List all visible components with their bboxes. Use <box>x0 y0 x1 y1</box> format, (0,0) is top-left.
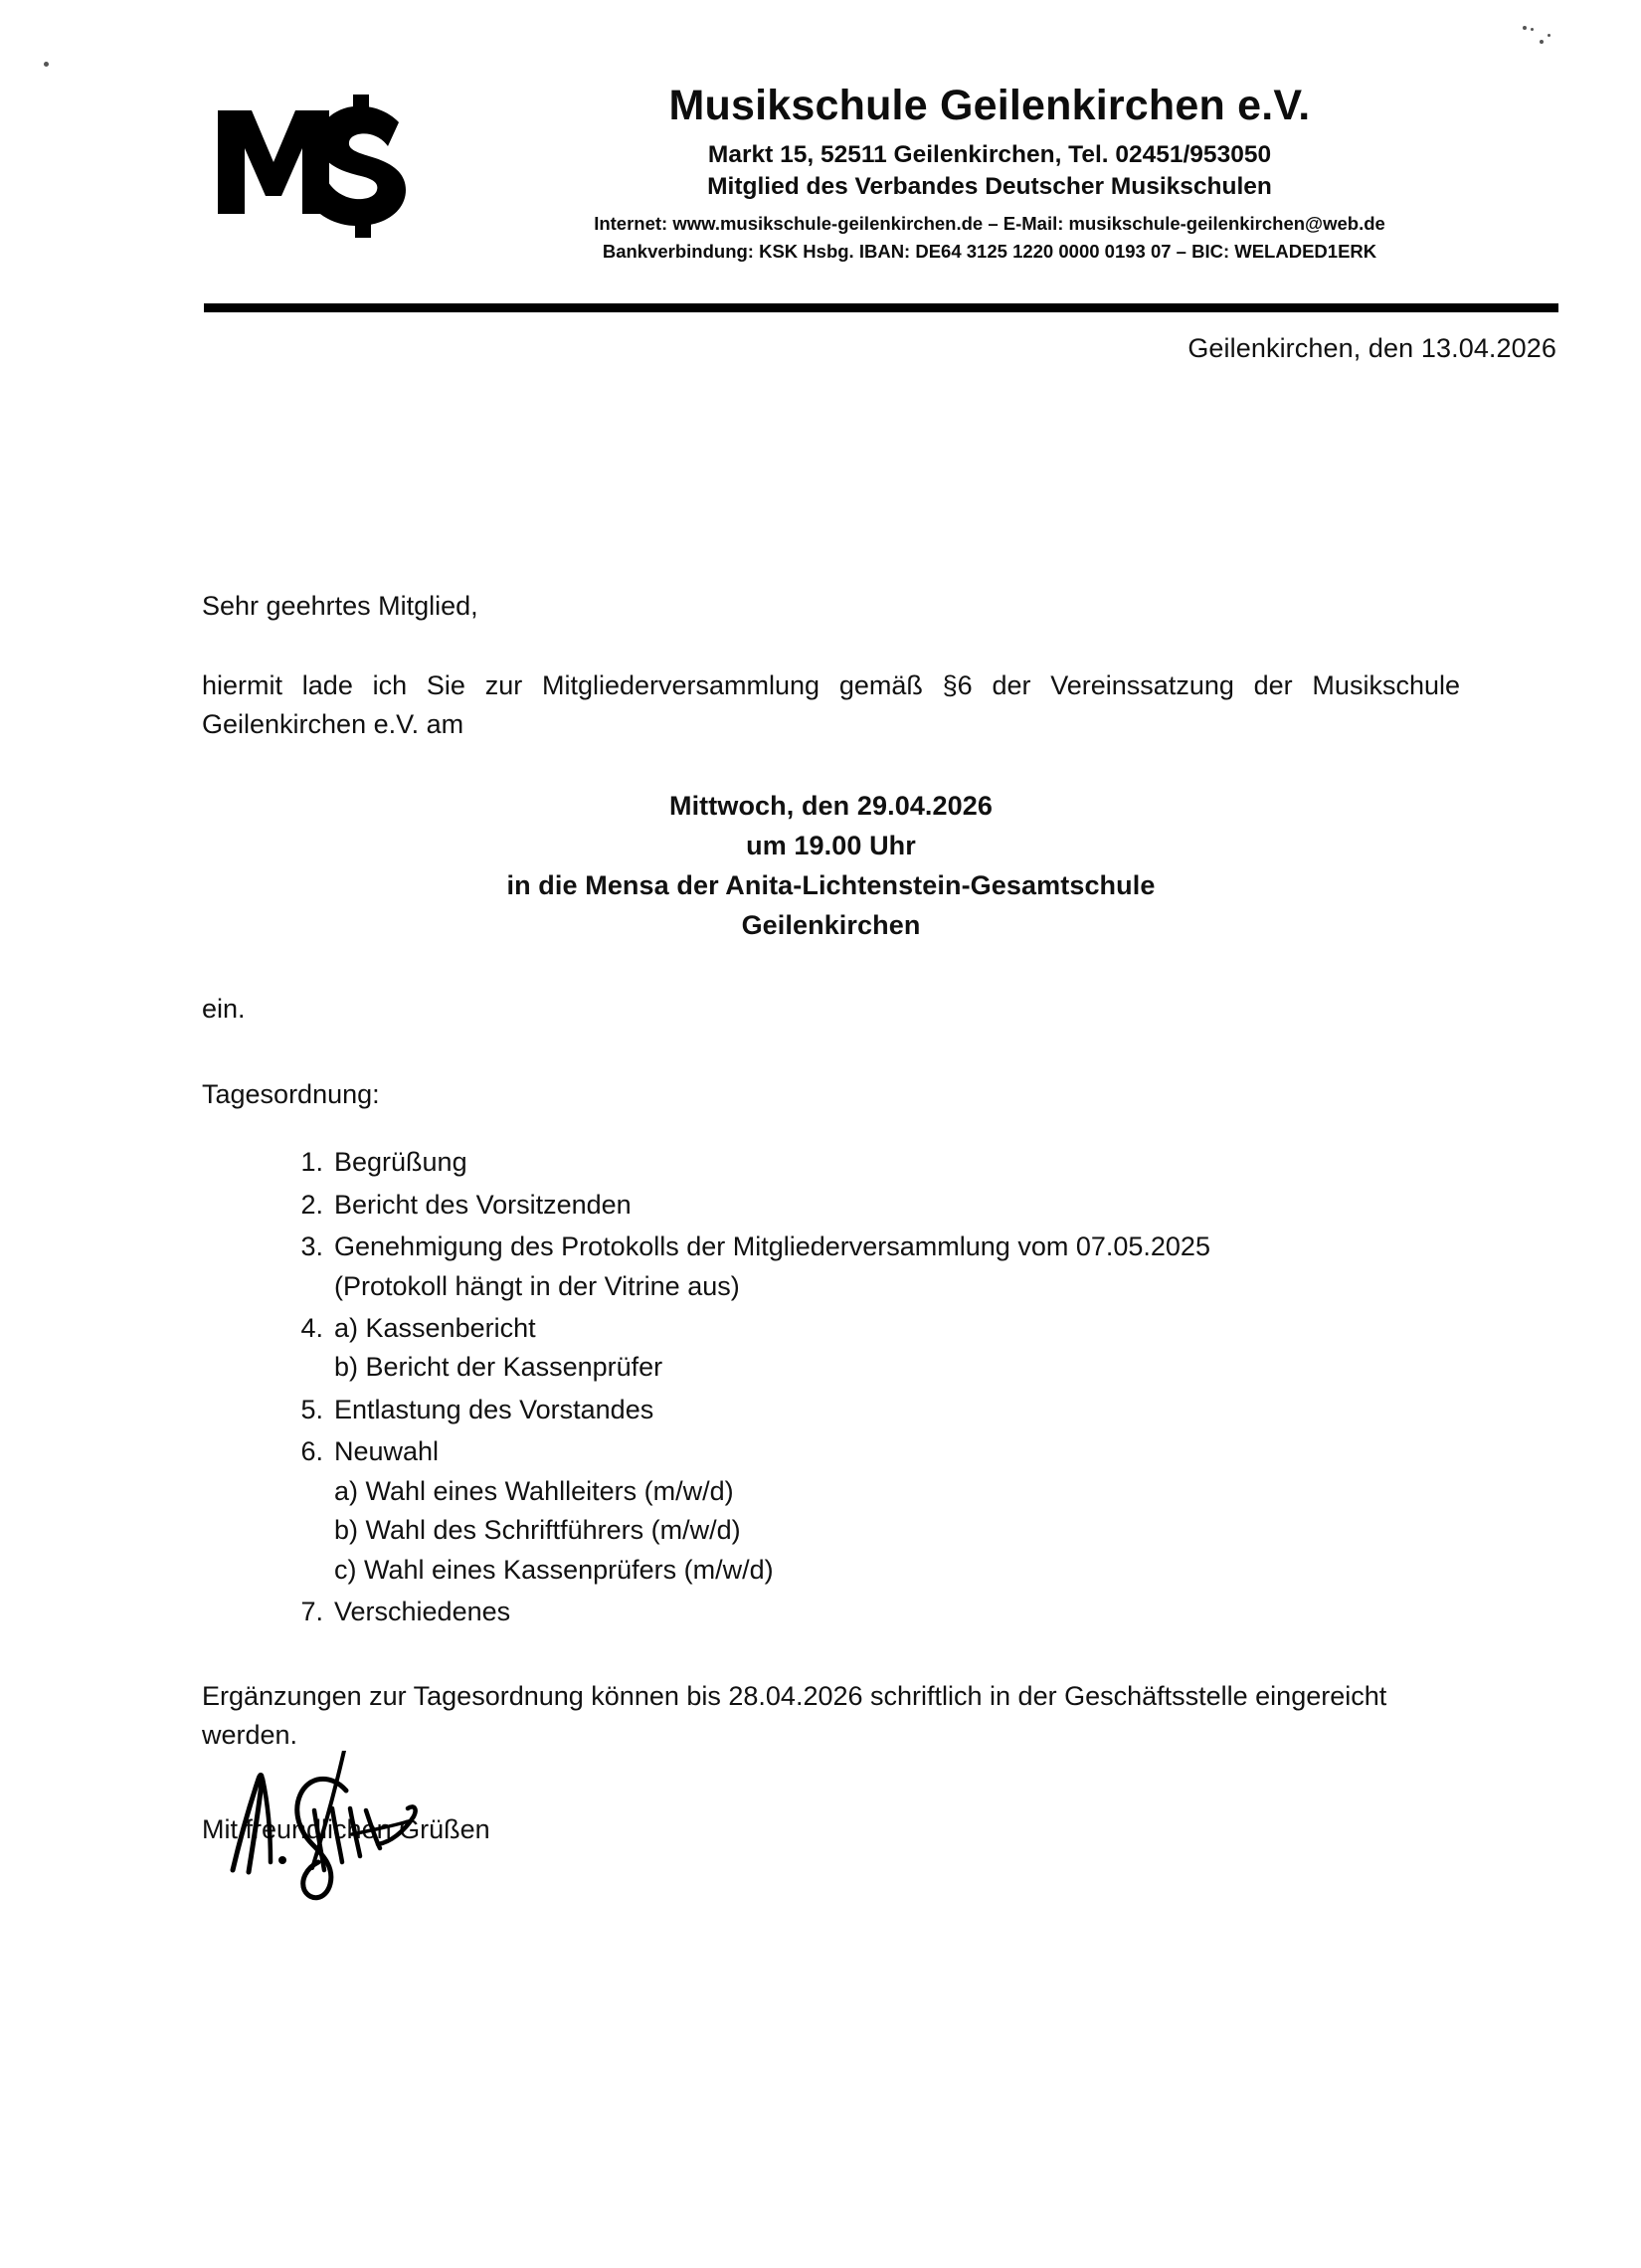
scan-speck <box>1540 40 1544 44</box>
agenda-item <box>289 1391 1460 1429</box>
event-location-line-2: Geilenkirchen <box>741 909 921 940</box>
org-bank: Bankverbindung: KSK Hsbg. IBAN: DE64 3125 1220 0000 0193 07 – BIC: WELADED1ERK <box>602 240 1377 262</box>
agenda-item <box>289 1143 1460 1182</box>
agenda-item-text: a) Kassenbericht <box>334 1313 536 1344</box>
ein-text: ein. <box>202 993 246 1024</box>
agenda-item-text: Begrüßung <box>334 1147 467 1178</box>
signature-image <box>227 1751 525 1910</box>
letter-body <box>202 587 1460 1848</box>
closing-note: Ergänzungen zur Tagesordnung können bis 28.04.2026 schriftlich in der Geschäftsstelle eingereicht werden. <box>202 1681 1387 1751</box>
event-location-line-1: in die Mensa der Anita-Lichtenstein-Gesamtschule <box>506 869 1156 900</box>
agenda-item-text: Genehmigung des Protokolls der Mitgliederversammlung vom 07.05.2025 <box>334 1231 1210 1262</box>
org-title: Musikschule Geilenkirchen e.V. <box>668 82 1311 129</box>
agenda-item-text: Neuwahl <box>334 1436 440 1467</box>
event-details <box>202 787 1460 946</box>
agenda-item <box>289 1228 1460 1306</box>
place-date: Geilenkirchen, den 13.04.2026 <box>1187 333 1556 363</box>
agenda-subline: b) Wahl des Schriftführers (m/w/d) <box>334 1515 741 1546</box>
agenda-item <box>289 1186 1460 1225</box>
agenda-label: Tagesordnung: <box>202 1079 380 1110</box>
agenda-subline: b) Bericht der Kassenprüfer <box>334 1352 663 1383</box>
musikschule-logo-icon <box>204 87 418 241</box>
org-contact: Internet: www.musikschule-geilenkirchen.de – E-Mail: musikschule-geilenkirchen@web.de <box>594 212 1385 234</box>
organization-block <box>428 82 1551 265</box>
agenda-subline: a) Wahl eines Wahlleiters (m/w/d) <box>334 1475 734 1506</box>
agenda-item <box>289 1309 1460 1388</box>
agenda-subline: c) Wahl eines Kassenprüfers (m/w/d) <box>334 1554 774 1585</box>
letterhead <box>204 82 1551 300</box>
agenda-item <box>289 1593 1460 1631</box>
intro-paragraph: hiermit lade ich Sie zur Mitgliederversammlung gemäß §6 der Vereinssatzung der Musikschule Geilenkirchen e.V. am <box>202 670 1460 739</box>
org-membership: Mitglied des Verbandes Deutscher Musikschulen <box>707 172 1272 200</box>
regards: Mit freundlichen Grüßen <box>202 1814 490 1845</box>
header-divider <box>204 303 1558 312</box>
scan-speck <box>1523 26 1527 30</box>
event-time: um 19.00 Uhr <box>746 830 916 860</box>
agenda-item-text: Entlastung des Vorstandes <box>334 1394 654 1424</box>
org-address: Markt 15, 52511 Geilenkirchen, Tel. 02451/953050 <box>707 141 1272 169</box>
agenda-item-text: Verschiedenes <box>334 1596 511 1626</box>
agenda-list <box>202 1143 1460 1631</box>
scan-speck <box>44 62 49 67</box>
salutation: Sehr geehrtes Mitglied, <box>202 591 478 621</box>
agenda-item <box>289 1432 1460 1590</box>
scan-speck <box>1548 34 1550 37</box>
scan-speck <box>1531 28 1534 31</box>
agenda-subline: (Protokoll hängt in der Vitrine aus) <box>334 1270 740 1301</box>
agenda-item-text: Bericht des Vorsitzenden <box>334 1189 632 1220</box>
event-date: Mittwoch, den 29.04.2026 <box>668 790 993 821</box>
